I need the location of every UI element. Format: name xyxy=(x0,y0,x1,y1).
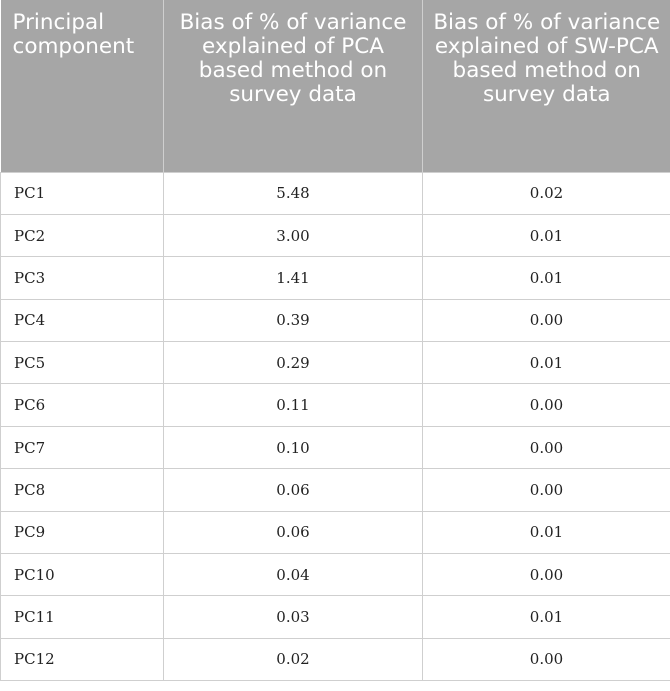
cell-component: PC6 xyxy=(1,384,164,426)
cell-pca-bias: 3.00 xyxy=(164,214,423,256)
table-row xyxy=(1,511,670,553)
table-row xyxy=(1,214,670,256)
cell-component: PC4 xyxy=(1,299,164,341)
cell-component: PC10 xyxy=(1,554,164,596)
cell-swpca-bias: 0.01 xyxy=(423,511,670,553)
table-row xyxy=(1,342,670,384)
cell-swpca-bias: 0.00 xyxy=(423,426,670,468)
table-row xyxy=(1,172,670,214)
cell-swpca-bias: 0.00 xyxy=(423,299,670,341)
table-body xyxy=(1,172,670,681)
cell-pca-bias: 1.41 xyxy=(164,257,423,299)
cell-component: PC3 xyxy=(1,257,164,299)
header-swpca-bias: Bias of % of variance explained of SW-PCA based method on survey data xyxy=(423,0,670,172)
table-row xyxy=(1,426,670,468)
cell-swpca-bias: 0.00 xyxy=(423,554,670,596)
cell-pca-bias: 0.03 xyxy=(164,596,423,638)
table-row xyxy=(1,257,670,299)
cell-pca-bias: 0.02 xyxy=(164,638,423,680)
cell-swpca-bias: 0.01 xyxy=(423,596,670,638)
cell-pca-bias: 0.04 xyxy=(164,554,423,596)
cell-component: PC11 xyxy=(1,596,164,638)
cell-swpca-bias: 0.00 xyxy=(423,469,670,511)
cell-swpca-bias: 0.01 xyxy=(423,257,670,299)
table-row xyxy=(1,554,670,596)
header-principal-component: Principal component xyxy=(1,0,164,172)
table-row xyxy=(1,469,670,511)
table-row xyxy=(1,384,670,426)
cell-swpca-bias: 0.01 xyxy=(423,342,670,384)
table-header xyxy=(1,0,670,172)
cell-component: PC7 xyxy=(1,426,164,468)
table-row xyxy=(1,638,670,680)
cell-component: PC12 xyxy=(1,638,164,680)
cell-component: PC8 xyxy=(1,469,164,511)
cell-component: PC9 xyxy=(1,511,164,553)
cell-swpca-bias: 0.00 xyxy=(423,384,670,426)
cell-swpca-bias: 0.00 xyxy=(423,638,670,680)
cell-pca-bias: 0.10 xyxy=(164,426,423,468)
table-row xyxy=(1,596,670,638)
cell-pca-bias: 0.11 xyxy=(164,384,423,426)
cell-swpca-bias: 0.02 xyxy=(423,172,670,214)
cell-swpca-bias: 0.01 xyxy=(423,214,670,256)
cell-pca-bias: 0.39 xyxy=(164,299,423,341)
header-pca-bias: Bias of % of variance explained of PCA based method on survey data xyxy=(164,0,423,172)
cell-component: PC2 xyxy=(1,214,164,256)
cell-component: PC5 xyxy=(1,342,164,384)
cell-pca-bias: 5.48 xyxy=(164,172,423,214)
cell-pca-bias: 0.06 xyxy=(164,469,423,511)
cell-component: PC1 xyxy=(1,172,164,214)
cell-pca-bias: 0.29 xyxy=(164,342,423,384)
table-row xyxy=(1,299,670,341)
cell-pca-bias: 0.06 xyxy=(164,511,423,553)
header-row xyxy=(1,0,670,172)
